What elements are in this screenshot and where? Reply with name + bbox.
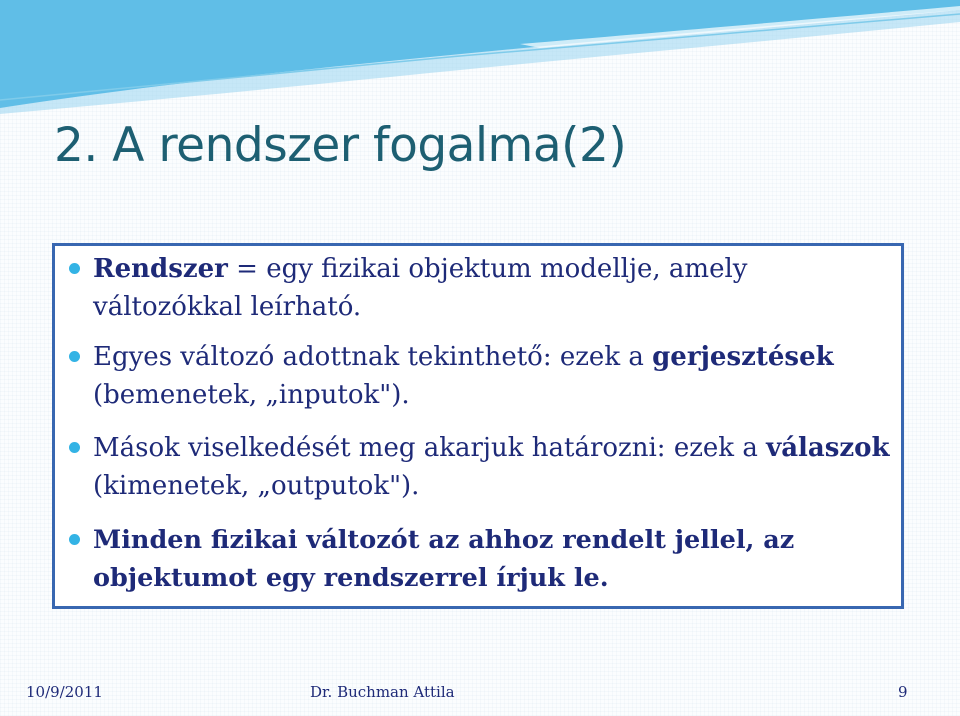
bold-bullet-body: Minden fizikai változót az ahhoz rendelt jellel, az objektumot egy rendszerrel írjuk le. bbox=[93, 525, 795, 593]
wave-light-band bbox=[0, 0, 960, 114]
bold-term: Rendszer bbox=[93, 254, 228, 284]
bullet-body: Mások viselkedését meg akarjuk határozni: ezek a bbox=[93, 433, 767, 463]
bullet-body: Egyes változó adottnak tekinthető: ezek a bbox=[93, 342, 653, 372]
bullet-text bbox=[93, 338, 901, 414]
bullet-body: = egy fizikai objektum modellje, amely változókkal leírható. bbox=[93, 254, 748, 322]
footer-author: Dr. Buchman Attila bbox=[310, 683, 455, 701]
bullet-item bbox=[55, 521, 901, 597]
bullet-dot-icon bbox=[69, 263, 80, 274]
header-wave-decoration bbox=[0, 0, 960, 120]
bullet-body-after: (bemenetek, „inputok"). bbox=[93, 380, 410, 410]
bullet-dot-icon bbox=[69, 351, 80, 362]
bold-term: gerjesztések bbox=[652, 342, 834, 372]
bullet-item bbox=[55, 338, 901, 414]
bullet-text bbox=[93, 250, 901, 326]
bullet-dot-icon bbox=[69, 534, 80, 545]
bullet-text bbox=[93, 521, 901, 597]
content-box bbox=[52, 243, 904, 609]
bullet-item bbox=[55, 429, 901, 505]
footer-date: 10/9/2011 bbox=[26, 683, 103, 701]
bullet-item bbox=[55, 250, 901, 326]
slide-title: 2. A rendszer fogalma(2) bbox=[54, 118, 627, 173]
bullet-body-after: (kimenetek, „outputok"). bbox=[93, 471, 420, 501]
bullet-text bbox=[93, 429, 901, 505]
bold-term: válaszok bbox=[766, 433, 890, 463]
footer-page-number: 9 bbox=[898, 683, 908, 701]
bullet-dot-icon bbox=[69, 442, 80, 453]
